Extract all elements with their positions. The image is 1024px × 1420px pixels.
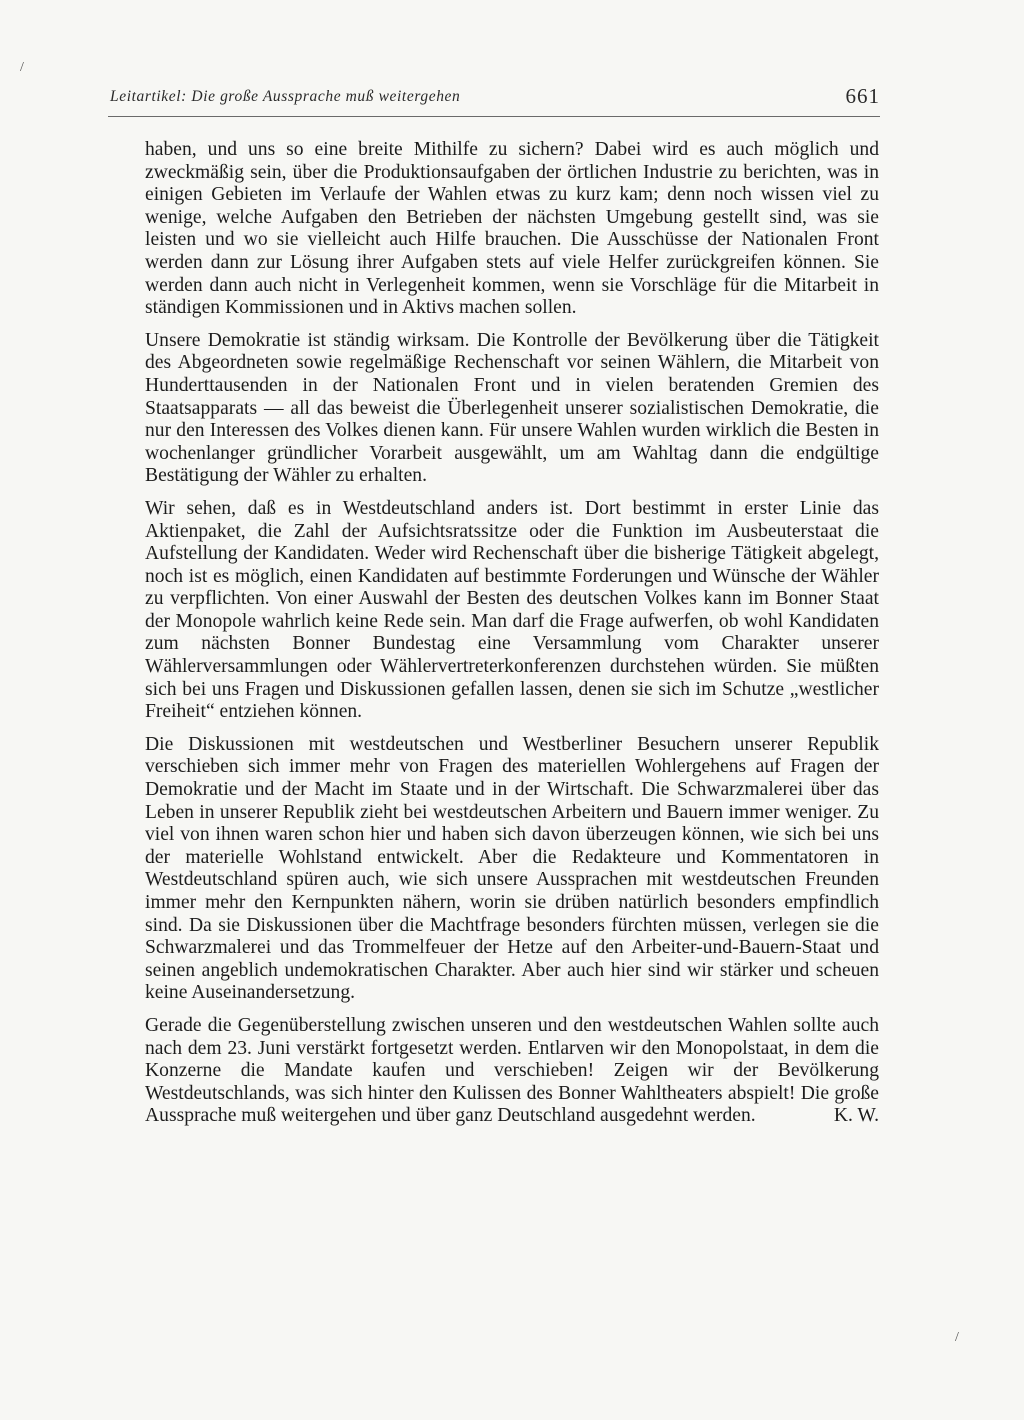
paragraph-last <box>145 1015 879 1128</box>
page-number: 661 <box>845 84 880 108</box>
author-signature: K. W. <box>833 1105 879 1127</box>
paragraph: haben, und uns so eine breite Mithilfe zu sichern? Dabei wird es auch möglich und zweckmäßig sein, über die Produktionsaufgaben der örtlichen Industrie zu berichten, was in einigen Gebieten im Verlaufe der Wahlen etwas zu kurz kam; denn noch wissen viel zu wenige, welche Aufgaben den Betrieben der nächsten Umgebung gestellt sind, was sie leisten und wo sie vielleicht auch Hilfe brauchen. Die Ausschüsse der Nationalen Front werden dann zur Lösung ihrer Aufgaben stets auf viele Helfer zurückgreifen können. Sie werden dann auch nicht in Verlegenheit kommen, wenn sie Vorschläge für die Mitarbeit in ständigen Kommissionen und in Aktivs machen sollen. <box>145 139 879 319</box>
paragraph: Unsere Demokratie ist ständig wirksam. Die Kontrolle der Bevölkerung über die Tätigkeit des Abgeordneten sowie regelmäßige Rechenschaft vor seinen Wählern, die Mitarbeit von Hunderttausenden in der Nationalen Front und in vielen beratenden Gremien des Staatsapparats — all das beweist die Überlegenheit unserer sozialistischen Demokratie, die nur den Interessen des Volkes dienen kann. Für unsere Wahlen wurden wirklich die Besten in wochenlanger gründlicher Vorarbeit ausgewählt, um am Wahltag dann die endgültige Bestätigung der Wähler zu erhalten. <box>145 329 879 487</box>
paragraph: Wir sehen, daß es in Westdeutschland anders ist. Dort bestimmt in erster Linie das Aktienpaket, die Zahl der Aufsichtsratssitze oder die Funktion im Ausbeuterstaat die Aufstellung der Kandidaten. Weder wird Rechenschaft über die bisherige Tätigkeit abgelegt, noch ist es möglich, einen Kandidaten auf bestimmte Forderungen und Wünsche der Wähler zu verpflichten. Von einer Auswahl der Besten des deutschen Volkes kann im Bonner Staat der Monopole wahrlich keine Rede sein. Man darf die Frage aufwerfen, ob wohl Kandidaten zum nächsten Bonner Bundestag eine Versammlung vom Charakter unserer Wählerversammlungen oder Wählervertreterkonferenzen durchstehen würden. Sie müßten sich bei uns Fragen und Diskussionen gefallen lassen, denen sie sich im Schutze „westlicher Freiheit“ entziehen können. <box>145 497 879 723</box>
article-body <box>145 139 879 1128</box>
margin-mark: / <box>955 1330 959 1345</box>
header-rule <box>108 116 880 117</box>
running-head <box>110 84 880 112</box>
running-head-title: Leitartikel: Die große Aussprache muß weitergehen <box>110 88 461 105</box>
paragraph: Die Diskussionen mit westdeutschen und Westberliner Besuchern unserer Republik verschieben sich immer mehr von Fragen des materiellen Wohlergehens auf Fragen der Demokratie und der Macht im Staate und in der Wirtschaft. Die Schwarzmalerei über das Leben in unserer Republik zieht bei westdeutschen Arbeitern und Bauern immer weniger. Zu viel von ihnen waren schon hier und haben sich davon überzeugen können, wie sich bei uns der materielle Wohlstand entwickelt. Aber die Redakteure und Kommentatoren in Westdeutschland spüren auch, wie sich unsere Aussprachen mit westdeutschen Freunden immer mehr den Kernpunkten nähern, worin sie drüben natürlich besonders empfindlich sind. Da sie Diskussionen über die Machtfrage besonders fürchten müssen, verlegen sie die Schwarzmalerei und das Trommelfeuer der Hetze auf den Arbeiter-und-Bauern-Staat und seinen angeblich undemokratischen Charakter. Aber auch hier sind wir stärker und scheuen keine Auseinandersetzung. <box>145 733 879 1004</box>
paragraph-text: Gerade die Gegenüberstellung zwischen unseren und den westdeutschen Wahlen sollte auch nach dem 23. Juni verstärkt fortgesetzt werden. Entlarven wir den Monopolstaat, in dem die Konzerne die Mandate kaufen und verschieben! Zeigen wir der Bevölkerung Westdeutschlands, was sich hinter den Kulissen des Bonner Wahltheaters abspielt! Die große Aussprache muß weitergehen und über ganz Deutschland ausgedehnt werden. <box>145 1014 879 1127</box>
margin-mark: / <box>20 60 24 75</box>
